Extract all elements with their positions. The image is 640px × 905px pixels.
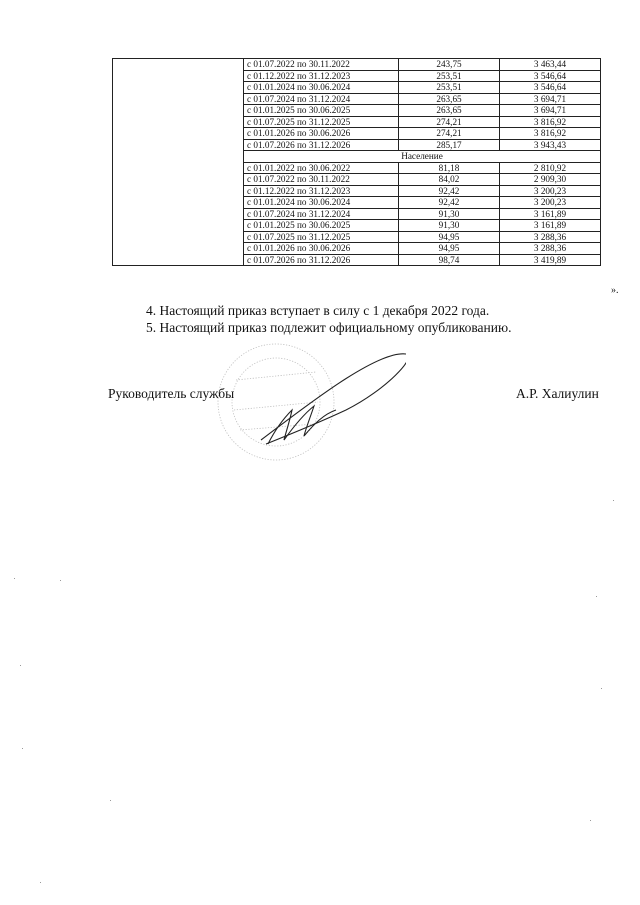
- value1-cell: 274,21: [399, 128, 500, 140]
- value2-cell: 3 943,43: [500, 139, 601, 151]
- blank-category-cell: [113, 59, 244, 266]
- value1-cell: 285,17: [399, 139, 500, 151]
- value1-cell: 253,51: [399, 82, 500, 94]
- paragraph-5: 5. Настоящий приказ подлежит официальному опубликованию.: [146, 320, 512, 335]
- value1-cell: 81,18: [399, 162, 500, 174]
- closing-quote: ».: [611, 285, 619, 296]
- period-cell: с 01.07.2026 по 31.12.2026: [244, 254, 399, 266]
- value2-cell: 3 161,89: [500, 220, 601, 232]
- tariff-table-body: [113, 59, 601, 266]
- tariff-table: [112, 58, 601, 266]
- period-cell: с 01.07.2026 по 31.12.2026: [244, 139, 399, 151]
- value1-cell: 243,75: [399, 59, 500, 71]
- period-cell: с 01.01.2025 по 30.06.2025: [244, 105, 399, 117]
- period-cell: с 01.01.2026 по 30.06.2026: [244, 243, 399, 255]
- value2-cell: 3 419,89: [500, 254, 601, 266]
- value2-cell: 3 546,64: [500, 82, 601, 94]
- period-cell: с 01.01.2025 по 30.06.2025: [244, 220, 399, 232]
- value2-cell: 2 810,92: [500, 162, 601, 174]
- period-cell: с 01.07.2025 по 31.12.2025: [244, 116, 399, 128]
- period-cell: с 01.12.2022 по 31.12.2023: [244, 70, 399, 82]
- value2-cell: 3 288,36: [500, 243, 601, 255]
- period-cell: с 01.07.2022 по 30.11.2022: [244, 174, 399, 186]
- signatory-position: Руководитель службы: [108, 386, 235, 401]
- period-cell: с 01.01.2024 по 30.06.2024: [244, 82, 399, 94]
- value2-cell: 3 200,23: [500, 185, 601, 197]
- value1-cell: 98,74: [399, 254, 500, 266]
- value2-cell: 3 816,92: [500, 128, 601, 140]
- value1-cell: 91,30: [399, 208, 500, 220]
- period-cell: с 01.07.2022 по 30.11.2022: [244, 59, 399, 71]
- value2-cell: 3 694,71: [500, 105, 601, 117]
- period-cell: с 01.07.2024 по 31.12.2024: [244, 208, 399, 220]
- period-cell: с 01.01.2024 по 30.06.2024: [244, 197, 399, 209]
- signature-stamp-icon: [206, 340, 406, 470]
- value1-cell: 263,65: [399, 105, 500, 117]
- value2-cell: 2 909,30: [500, 174, 601, 186]
- period-cell: с 01.07.2025 по 31.12.2025: [244, 231, 399, 243]
- value1-cell: 91,30: [399, 220, 500, 232]
- value1-cell: 92,42: [399, 197, 500, 209]
- value1-cell: 94,95: [399, 231, 500, 243]
- period-cell: с 01.01.2026 по 30.06.2026: [244, 128, 399, 140]
- period-cell: с 01.07.2024 по 31.12.2024: [244, 93, 399, 105]
- table-row: [113, 59, 601, 71]
- value1-cell: 263,65: [399, 93, 500, 105]
- value1-cell: 94,95: [399, 243, 500, 255]
- value1-cell: 92,42: [399, 185, 500, 197]
- value1-cell: 84,02: [399, 174, 500, 186]
- value2-cell: 3 546,64: [500, 70, 601, 82]
- section-label: Население: [244, 151, 601, 163]
- value2-cell: 3 694,71: [500, 93, 601, 105]
- period-cell: с 01.12.2022 по 31.12.2023: [244, 185, 399, 197]
- value1-cell: 274,21: [399, 116, 500, 128]
- paragraph-4: 4. Настоящий приказ вступает в силу с 1 декабря 2022 года.: [146, 303, 490, 318]
- value2-cell: 3 288,36: [500, 231, 601, 243]
- value2-cell: 3 161,89: [500, 208, 601, 220]
- value2-cell: 3 463,44: [500, 59, 601, 71]
- signatory-name: А.Р. Халиулин: [516, 386, 599, 401]
- value1-cell: 253,51: [399, 70, 500, 82]
- value2-cell: 3 200,23: [500, 197, 601, 209]
- value2-cell: 3 816,92: [500, 116, 601, 128]
- period-cell: с 01.01.2022 по 30.06.2022: [244, 162, 399, 174]
